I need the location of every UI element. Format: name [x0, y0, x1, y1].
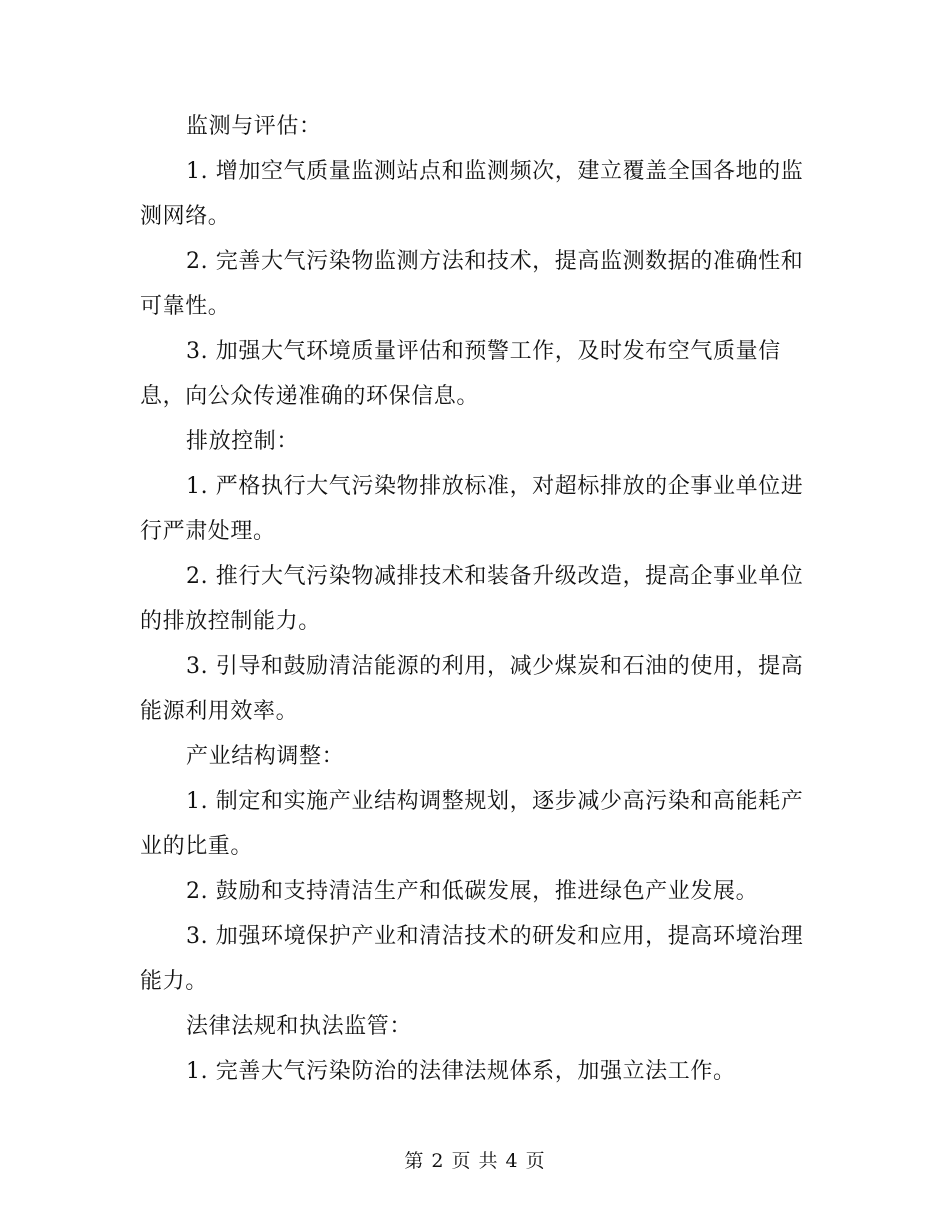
list-item: 1. 制定和实施产业结构调整规划，逐步减少高污染和高能耗产业的比重。: [140, 789, 804, 859]
list-item: 2. 推行大气污染物减排技术和装备升级改造，提高企事业单位的排放控制能力。: [140, 564, 804, 634]
section-heading-industry-structure: 产业结构调整：: [186, 744, 345, 769]
list-item: 1. 增加空气质量监测站点和监测频次，建立覆盖全国各地的监测网络。: [140, 159, 804, 229]
list-item: 3. 加强环境保护产业和清洁技术的研发和应用，提高环境治理能力。: [140, 924, 804, 994]
page-number-footer: 第 2 页 共 4 页: [404, 1150, 546, 1172]
document-body: [140, 104, 810, 1094]
list-item: 1. 严格执行大气污染物排放标准，对超标排放的企事业单位进行严肃处理。: [140, 474, 804, 544]
list-item: 2. 鼓励和支持清洁生产和低碳发展，推进绿色产业发展。: [186, 879, 759, 904]
section-heading-emission-control: 排放控制：: [186, 429, 300, 454]
list-item: 1. 完善大气污染防治的法律法规体系，加强立法工作。: [186, 1059, 736, 1084]
list-item: 2. 完善大气污染物监测方法和技术，提高监测数据的准确性和可靠性。: [140, 249, 804, 319]
section-heading-monitoring: 监测与评估：: [186, 114, 322, 139]
section-heading-law-enforcement: 法律法规和执法监管：: [186, 1014, 413, 1039]
list-item: 3. 引导和鼓励清洁能源的利用，减少煤炭和石油的使用，提高能源利用效率。: [140, 654, 804, 724]
list-item: 3. 加强大气环境质量评估和预警工作，及时发布空气质量信息，向公众传递准确的环保信息。: [140, 339, 781, 409]
